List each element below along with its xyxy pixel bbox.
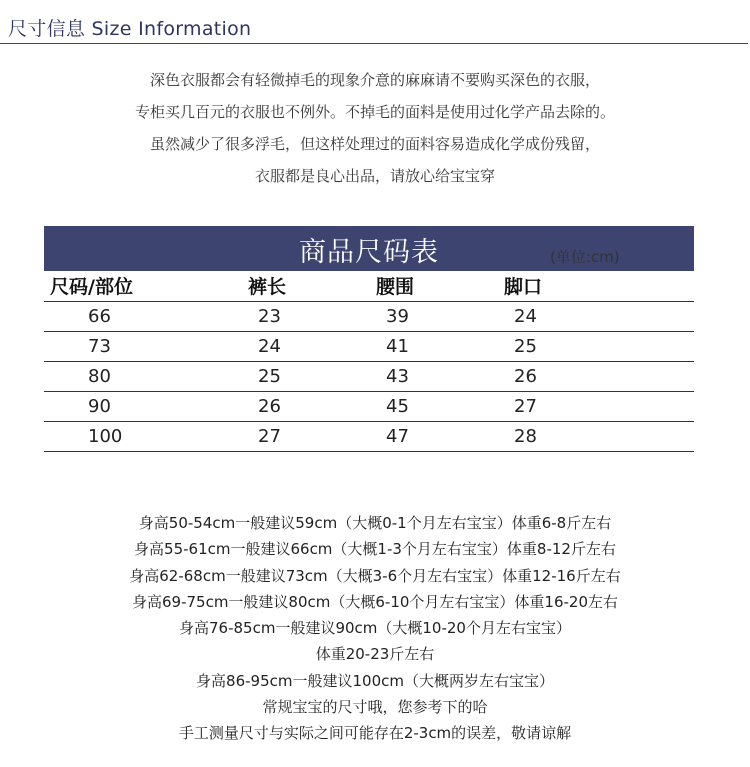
section-title: 尺寸信息 Size Information: [8, 18, 252, 40]
header-size: 尺码/部位: [50, 276, 133, 298]
cell-leg-opening: 25: [514, 336, 537, 357]
header-leg-opening: 脚口: [504, 276, 543, 298]
table-row: [44, 392, 694, 422]
header-divider: [0, 43, 748, 44]
cell-pants-length: 25: [258, 366, 281, 387]
cell-pants-length: 27: [258, 426, 281, 447]
cell-waist: 43: [386, 366, 409, 387]
note-line: 身高50-54cm一般建议59cm（大概0-1个月左右宝宝）体重6-8斤左右: [138, 514, 612, 532]
size-table: [44, 272, 694, 452]
table-row: [44, 362, 694, 392]
table-row: [44, 302, 694, 332]
note-line: 身高86-95cm一般建议100cm（大概两岁左右宝宝）: [196, 671, 554, 690]
table-header-row: [44, 272, 694, 302]
cell-size: 66: [88, 306, 111, 327]
intro-text: [0, 64, 750, 192]
cell-pants-length: 23: [258, 306, 281, 327]
size-table-unit: (单位:cm): [550, 248, 620, 266]
intro-line: 衣服都是良心出品，请放心给宝宝穿: [254, 167, 495, 185]
note-line: 身高69-75cm一般建议80cm（大概6-10个月左右宝宝）体重16-20左右: [131, 592, 619, 611]
note-line: 身高55-61cm一般建议66cm（大概1-3个月左右宝宝）体重8-12斤左右: [134, 540, 616, 559]
note-line: 体重20-23斤左右: [315, 645, 435, 664]
note-line: 身高62-68cm一般建议73cm（大概3-6个月左右宝宝）体重12-16斤左右: [129, 566, 621, 585]
cell-size: 90: [88, 396, 111, 417]
intro-line: 深色衣服都会有轻微掉毛的现象介意的麻麻请不要购买深色的衣服，: [149, 71, 600, 89]
header-pants-length: 裤长: [248, 276, 287, 298]
cell-leg-opening: 26: [514, 366, 537, 387]
header-waist: 腰围: [376, 276, 415, 298]
cell-size: 100: [88, 426, 123, 447]
table-row: [44, 332, 694, 362]
cell-leg-opening: 24: [514, 306, 537, 327]
cell-leg-opening: 27: [514, 396, 537, 417]
intro-line: 专柜买几百元的衣服也不例外。不掉毛的面料是使用过化学产品去除的。: [134, 103, 615, 121]
cell-waist: 45: [386, 396, 409, 417]
cell-pants-length: 26: [258, 396, 281, 417]
cell-waist: 41: [386, 336, 409, 357]
size-notes: [0, 510, 750, 747]
note-line: 身高76-85cm一般建议90cm（大概10-20个月左右宝宝）: [179, 619, 571, 638]
cell-waist: 39: [386, 306, 409, 327]
note-line: 手工测量尺寸与实际之间可能存在2-3cm的误差，敬请谅解: [178, 724, 572, 743]
intro-line: 虽然减少了很多浮毛，但这样处理过的面料容易造成化学成份残留，: [149, 135, 600, 153]
cell-waist: 47: [386, 426, 409, 447]
table-row: [44, 422, 694, 452]
cell-size: 80: [88, 366, 111, 387]
cell-leg-opening: 28: [514, 426, 537, 447]
cell-pants-length: 24: [258, 336, 281, 357]
note-line: 常规宝宝的尺寸哦，您参考下的哈: [262, 698, 488, 717]
cell-size: 73: [88, 336, 111, 357]
size-table-title: 商品尺码表: [299, 237, 439, 268]
